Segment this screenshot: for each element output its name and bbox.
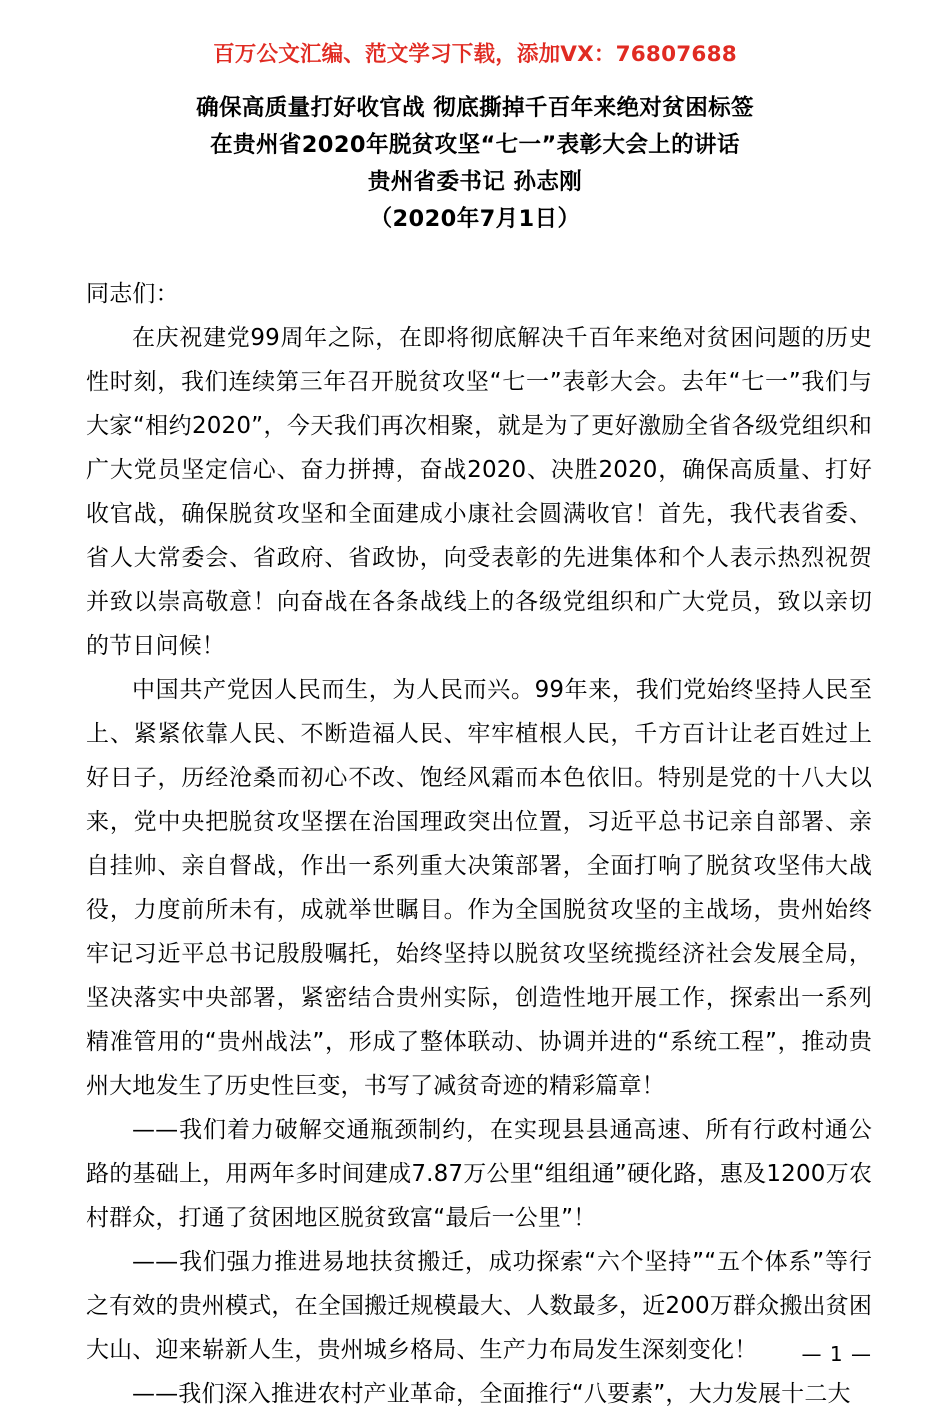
body-paragraph: ——我们强力推进易地扶贫搬迁，成功探索“六个坚持”“五个体系”等行之有效的贵州模式，在全国搬迁规模最大、人数最多，近200万群众搬出贫困大山、迎来崭新人生，贵州城乡格局、生产力布局发生深刻变化！: [86, 1248, 872, 1363]
body-paragraph: ——我们深入推进农村产业革命，全面推行“八要素”，大力发展十二大: [132, 1380, 851, 1407]
salutation: 同志们：: [86, 280, 179, 307]
promo-banner-text: 百万公文汇编、范文学习下载，添加VX：76807688: [213, 42, 737, 67]
body-paragraph: 在庆祝建党99周年之际，在即将彻底解决千百年来绝对贫困问题的历史性时刻，我们连续第三年召开脱贫攻坚“七一”表彰大会。去年“七一”我们与大家“相约2020”，今天我们再次相聚，就是为了更好激励全省各级党组织和广大党员坚定信心、奋力拼搏，奋战2020、决胜2020，确保高质量、打好收官战，确保脱贫攻坚和全面建成小康社会圆满收官！首先，我代表省委、省人大常委会、省政府、省政协，向受表彰的先进集体和个人表示热烈祝贺并致以崇高敬意！向奋战在各条战线上的各级党组织和广大党员，致以亲切的节日问候！: [86, 324, 872, 659]
document-title-block: [0, 90, 950, 238]
document-title-line-2: 在贵州省2020年脱贫攻坚“七一”表彰大会上的讲话: [210, 131, 740, 158]
page-footer: [0, 1340, 950, 1368]
body-paragraph: ——我们着力破解交通瓶颈制约，在实现县县通高速、所有行政村通公路的基础上，用两年多时间建成7.87万公里“组组通”硬化路，惠及1200万农村群众，打通了贫困地区脱贫致富“最后一公里”！: [86, 1116, 872, 1231]
page-number: — 1 —: [801, 1342, 872, 1366]
document-page: [0, 42, 950, 1407]
document-body: [0, 272, 950, 1416]
document-title-line-1: 确保高质量打好收官战 彻底撕掉千百年来绝对贫困标签: [196, 94, 754, 121]
promo-banner: [0, 42, 950, 68]
document-date: （2020年7月1日）: [369, 205, 581, 232]
document-author: 贵州省委书记 孙志刚: [367, 168, 583, 195]
body-paragraph: 中国共产党因人民而生，为人民而兴。99年来，我们党始终坚持人民至上、紧紧依靠人民、不断造福人民、牢牢植根人民，千方百计让老百姓过上好日子，历经沧桑而初心不改、饱经风霜而本色依旧。特别是党的十八大以来，党中央把脱贫攻坚摆在治国理政突出位置，习近平总书记亲自部署、亲自挂帅、亲自督战，作出一系列重大决策部署，全面打响了脱贫攻坚伟大战役，力度前所未有，成就举世瞩目。作为全国脱贫攻坚的主战场，贵州始终牢记习近平总书记殷殷嘱托，始终坚持以脱贫攻坚统揽经济社会发展全局，坚决落实中央部署，紧密结合贵州实际，创造性地开展工作，探索出一系列精准管用的“贵州战法”，形成了整体联动、协调并进的“系统工程”，推动贵州大地发生了历史性巨变，书写了减贫奇迹的精彩篇章！: [86, 676, 872, 1099]
